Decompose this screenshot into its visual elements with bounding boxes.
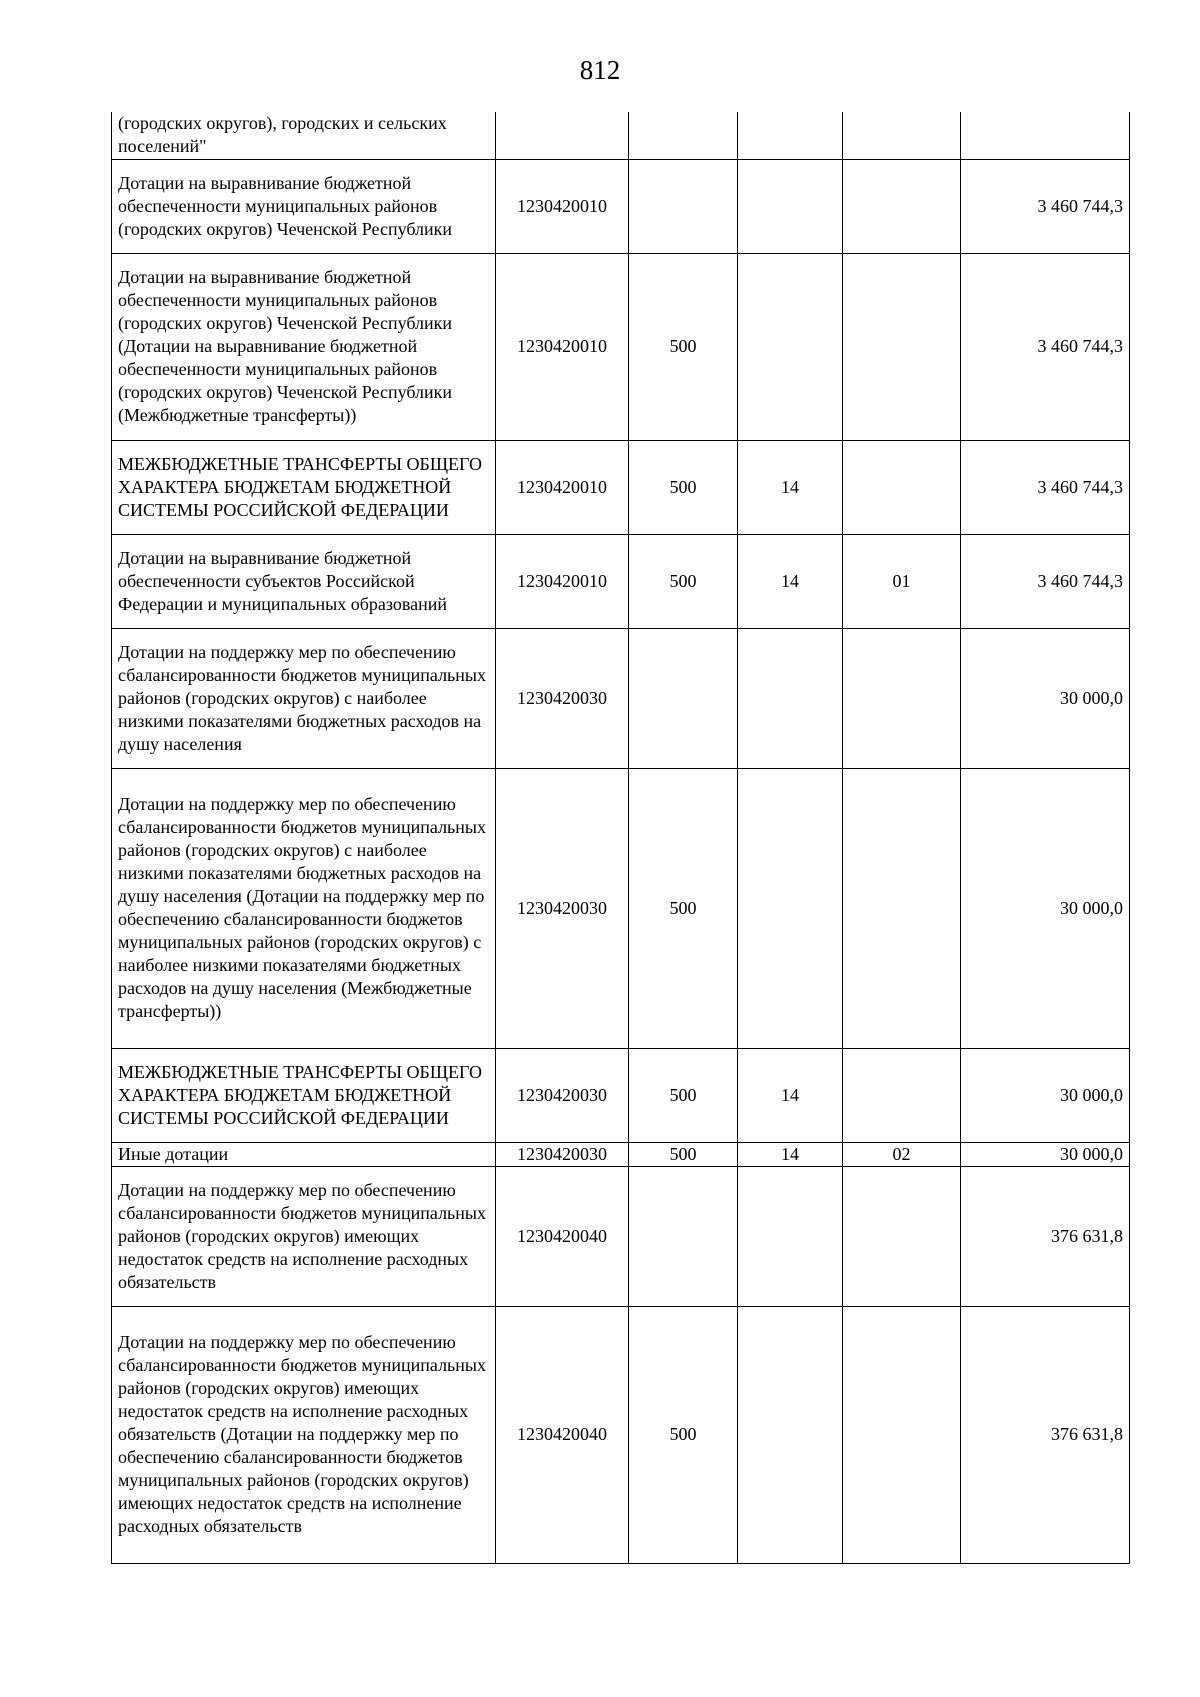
row-amount: 30 000,0: [961, 628, 1130, 768]
row-section: [738, 628, 843, 768]
row-target-code: 1230420030: [496, 628, 629, 768]
table-row: [112, 1048, 1130, 1142]
row-amount: 3 460 744,3: [961, 440, 1130, 534]
row-subsection: [843, 1306, 961, 1563]
row-expense-type: [629, 628, 738, 768]
row-expense-type: 500: [629, 1142, 738, 1166]
row-expense-type: 500: [629, 534, 738, 628]
row-subsection: [843, 768, 961, 1048]
row-subsection: [843, 1048, 961, 1142]
table-row: [112, 628, 1130, 768]
row-target-code: 1230420010: [496, 253, 629, 440]
row-section: [738, 159, 843, 253]
row-section: [738, 253, 843, 440]
row-name: Дотации на поддержку мер по обеспечению сбалансированности бюджетов муниципальных районов (городских округов) имеющих недостаток средств на исполнение расходных обязательств (Дотации на поддержку мер по обеспечению сбалансированности бюджетов муниципальных районов (городских округов) имеющих недостаток средств на исполнение расходных обязательств: [112, 1306, 496, 1563]
row-section: 14: [738, 440, 843, 534]
budget-table: [111, 112, 1130, 1564]
table-row: [112, 159, 1130, 253]
row-target-code: 1230420010: [496, 440, 629, 534]
row-subsection: [843, 253, 961, 440]
row-subsection: [843, 1166, 961, 1306]
row-target-code: 1230420010: [496, 534, 629, 628]
row-target-code: 1230420040: [496, 1166, 629, 1306]
row-name: МЕЖБЮДЖЕТНЫЕ ТРАНСФЕРТЫ ОБЩЕГО ХАРАКТЕРА БЮДЖЕТАМ БЮДЖЕТНОЙ СИСТЕМЫ РОССИЙСКОЙ ФЕДЕРАЦИИ: [112, 440, 496, 534]
row-amount: 3 460 744,3: [961, 159, 1130, 253]
row-subsection: [843, 628, 961, 768]
row-expense-type: 500: [629, 440, 738, 534]
row-subsection: [843, 159, 961, 253]
row-section: [738, 768, 843, 1048]
row-name: Иные дотации: [112, 1142, 496, 1166]
row-expense-type: 500: [629, 1048, 738, 1142]
row-amount: 30 000,0: [961, 1048, 1130, 1142]
row-target-code: 1230420030: [496, 1048, 629, 1142]
row-subsection: 02: [843, 1142, 961, 1166]
row-section: [738, 1306, 843, 1563]
row-name: Дотации на поддержку мер по обеспечению сбалансированности бюджетов муниципальных районов (городских округов) имеющих недостаток средств на исполнение расходных обязательств: [112, 1166, 496, 1306]
row-subsection: 01: [843, 534, 961, 628]
row-expense-type: [629, 112, 738, 159]
table-row: [112, 534, 1130, 628]
row-name: МЕЖБЮДЖЕТНЫЕ ТРАНСФЕРТЫ ОБЩЕГО ХАРАКТЕРА БЮДЖЕТАМ БЮДЖЕТНОЙ СИСТЕМЫ РОССИЙСКОЙ ФЕДЕРАЦИИ: [112, 1048, 496, 1142]
row-expense-type: 500: [629, 253, 738, 440]
row-amount: 376 631,8: [961, 1166, 1130, 1306]
row-name: Дотации на выравнивание бюджетной обеспеченности субъектов Российской Федерации и муниципальных образований: [112, 534, 496, 628]
row-expense-type: 500: [629, 768, 738, 1048]
table-row: [112, 1306, 1130, 1563]
row-target-code: 1230420040: [496, 1306, 629, 1563]
row-name: Дотации на поддержку мер по обеспечению сбалансированности бюджетов муниципальных районов (городских округов) с наиболее низкими показателями бюджетных расходов на душу населения: [112, 628, 496, 768]
table-row: [112, 253, 1130, 440]
page-number: 812: [579, 55, 621, 85]
row-section: 14: [738, 1048, 843, 1142]
row-amount: 30 000,0: [961, 768, 1130, 1048]
row-target-code: [496, 112, 629, 159]
row-subsection: [843, 440, 961, 534]
row-name: Дотации на поддержку мер по обеспечению сбалансированности бюджетов муниципальных районов (городских округов) с наиболее низкими показателями бюджетных расходов на душу населения (Дотации на поддержку мер по обеспечению сбалансированности бюджетов муниципальных районов (городских округов) с наиболее низкими показателями бюджетных расходов на душу населения (Межбюджетные трансферты)): [112, 768, 496, 1048]
row-name: Дотации на выравнивание бюджетной обеспеченности муниципальных районов (городских округов) Чеченской Республики: [112, 159, 496, 253]
table-row: [112, 440, 1130, 534]
row-expense-type: [629, 159, 738, 253]
row-target-code: 1230420030: [496, 768, 629, 1048]
row-amount: 3 460 744,3: [961, 253, 1130, 440]
row-section: 14: [738, 534, 843, 628]
row-expense-type: [629, 1166, 738, 1306]
row-section: [738, 112, 843, 159]
row-amount: 376 631,8: [961, 1306, 1130, 1563]
row-target-code: 1230420030: [496, 1142, 629, 1166]
table-row: [112, 112, 1130, 159]
row-subsection: [843, 112, 961, 159]
row-name: (городских округов), городских и сельских поселений": [112, 112, 496, 159]
row-name: Дотации на выравнивание бюджетной обеспеченности муниципальных районов (городских округов) Чеченской Республики (Дотации на выравнивание бюджетной обеспеченности муниципальных районов (городских округов) Чеченской Республики (Межбюджетные трансферты)): [112, 253, 496, 440]
row-target-code: 1230420010: [496, 159, 629, 253]
row-expense-type: 500: [629, 1306, 738, 1563]
table-row: [112, 1166, 1130, 1306]
row-amount: 3 460 744,3: [961, 534, 1130, 628]
row-section: 14: [738, 1142, 843, 1166]
table-row: [112, 1142, 1130, 1166]
row-amount: 30 000,0: [961, 1142, 1130, 1166]
table-row: [112, 768, 1130, 1048]
row-amount: [961, 112, 1130, 159]
row-section: [738, 1166, 843, 1306]
